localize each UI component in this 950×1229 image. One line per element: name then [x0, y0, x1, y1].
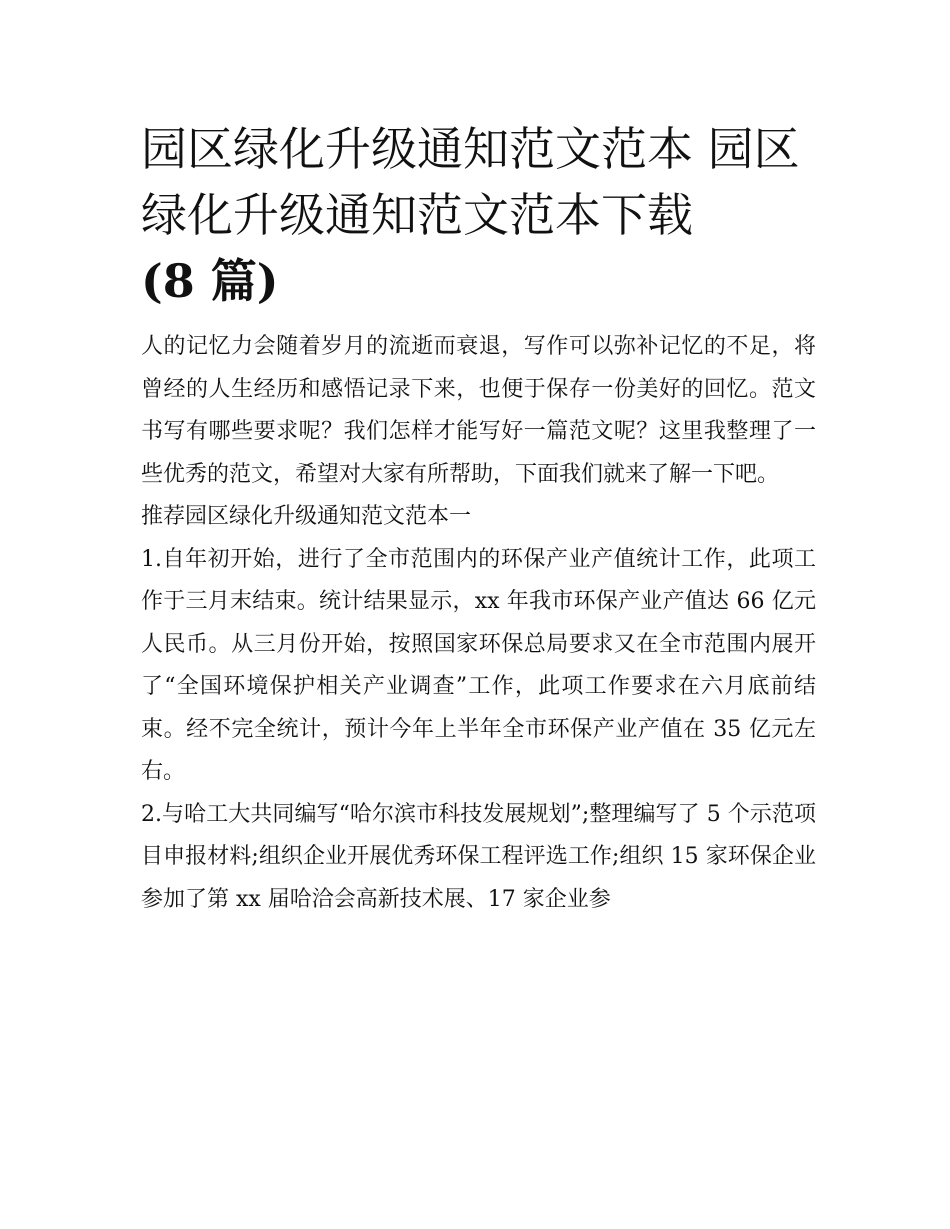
- list-item-1: 1.自年初开始，进行了全市范围内的环保产业产值统计工作，此项工作于三月末结束。统计结果显示，xx 年我市环保产业产值达 66 亿元人民币。从三月份开始，按照国家环保总局要求又在全市范围内展开了“全国环境保护相关产业调查”工作，此项工作要求在六月底前结束。经不完全统计，预计今年上半年全市环保产业产值在 35 亿元左右。: [141, 546, 816, 784]
- section-heading: 推荐园区绿化升级通知范文范本一: [141, 504, 472, 529]
- title-main-text: 园区绿化升级通知范文范本 园区绿化升级通知范文范本下载: [141, 122, 800, 242]
- document-title: [141, 116, 816, 314]
- title-count-text: (8 篇): [141, 254, 279, 308]
- document-page: [141, 116, 816, 921]
- intro-paragraph: 人的记忆力会随着岁月的流逝而衰退，写作可以弥补记忆的不足，将曾经的人生经历和感悟记录下来，也便于保存一份美好的回忆。范文书写有哪些要求呢？我们怎样才能写好一篇范文呢？这里我整理了一些优秀的范文，希望对大家有所帮助，下面我们就来了解一下吧。: [141, 334, 816, 487]
- list-item-2: 2.与哈工大共同编写“哈尔滨市科技发展规划”;整理编写了 5 个示范项目申报材料;组织企业开展优秀环保工程评选工作;组织 15 家环保企业参加了第 xx 届哈洽会高新技术展、17 家企业参: [141, 801, 816, 912]
- document-body: [141, 326, 816, 921]
